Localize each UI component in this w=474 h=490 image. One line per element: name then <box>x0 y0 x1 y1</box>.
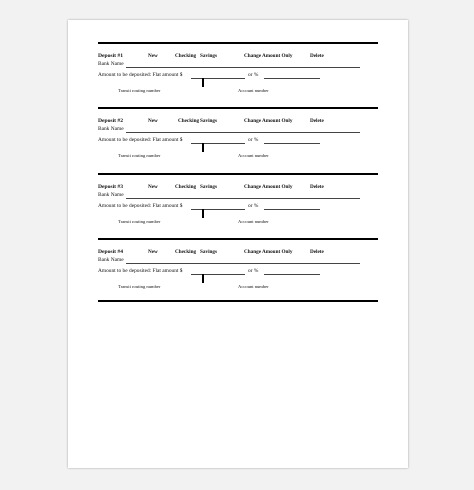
deposit-section-1 <box>98 42 378 108</box>
bank-name-field[interactable] <box>126 198 360 199</box>
change-amount-option: Change Amount Only <box>244 184 293 190</box>
bottom-divider <box>98 300 378 302</box>
percent-field[interactable] <box>264 274 320 275</box>
delete-option: Delete <box>310 53 324 59</box>
routing-separator-mark <box>202 78 204 87</box>
new-option: New <box>148 249 158 255</box>
flat-amount-field[interactable] <box>191 209 245 210</box>
savings-option: Savings <box>200 118 218 124</box>
deposit-section-4 <box>98 238 378 304</box>
deposit-title: Deposit #3 <box>98 184 124 190</box>
percent-field[interactable] <box>264 143 320 144</box>
change-amount-option: Change Amount Only <box>244 118 293 124</box>
section-divider <box>98 107 378 109</box>
account-number-label: Account number <box>238 153 269 158</box>
percent-label: or % <box>248 268 259 274</box>
deposit-section-3 <box>98 173 378 239</box>
savings-option: Savings <box>200 53 218 59</box>
section-divider <box>98 238 378 240</box>
document-page <box>68 20 408 468</box>
bank-name-field[interactable] <box>126 132 360 133</box>
new-option: New <box>148 118 158 124</box>
bank-name-label: Bank Name <box>98 61 124 67</box>
change-amount-option: Change Amount Only <box>244 249 293 255</box>
deposit-title: Deposit #2 <box>98 118 124 124</box>
deposit-section-2 <box>98 107 378 173</box>
account-number-label: Account number <box>238 284 269 289</box>
deposit-title: Deposit #1 <box>98 53 124 59</box>
percent-field[interactable] <box>264 209 320 210</box>
bank-name-field[interactable] <box>126 263 360 264</box>
new-option: New <box>148 53 158 59</box>
routing-number-label: Transit routing number <box>118 153 161 158</box>
bank-name-label: Bank Name <box>98 126 124 132</box>
change-amount-option: Change Amount Only <box>244 53 293 59</box>
bank-name-field[interactable] <box>126 67 360 68</box>
percent-label: or % <box>248 203 259 209</box>
flat-amount-field[interactable] <box>191 274 245 275</box>
flat-amount-field[interactable] <box>191 143 245 144</box>
delete-option: Delete <box>310 118 324 124</box>
routing-number-label: Transit routing number <box>118 88 161 93</box>
amount-label: Amount to be deposited: Flat amount $ <box>98 203 183 209</box>
deposit-title: Deposit #4 <box>98 249 124 255</box>
checking-option: Checking <box>175 249 197 255</box>
checking-option: Checking <box>175 184 197 190</box>
bank-name-label: Bank Name <box>98 257 124 263</box>
routing-number-label: Transit routing number <box>118 284 161 289</box>
routing-separator-mark <box>202 143 204 152</box>
section-divider <box>98 42 378 44</box>
account-number-label: Account number <box>238 219 269 224</box>
routing-separator-mark <box>202 274 204 283</box>
routing-number-label: Transit routing number <box>118 219 161 224</box>
amount-label: Amount to be deposited: Flat amount $ <box>98 72 183 78</box>
bank-name-label: Bank Name <box>98 192 124 198</box>
savings-option: Savings <box>200 184 218 190</box>
new-option: New <box>148 184 158 190</box>
delete-option: Delete <box>310 249 324 255</box>
percent-label: or % <box>248 72 259 78</box>
amount-label: Amount to be deposited: Flat amount $ <box>98 268 183 274</box>
flat-amount-field[interactable] <box>191 78 245 79</box>
savings-option: Savings <box>200 249 218 255</box>
delete-option: Delete <box>310 184 324 190</box>
checking-option: Checking <box>175 53 197 59</box>
checking-option: Checking <box>178 118 200 124</box>
routing-separator-mark <box>202 209 204 218</box>
percent-field[interactable] <box>264 78 320 79</box>
amount-label: Amount to be deposited: Flat amount $ <box>98 137 183 143</box>
percent-label: or % <box>248 137 259 143</box>
section-divider <box>98 173 378 175</box>
account-number-label: Account number <box>238 88 269 93</box>
